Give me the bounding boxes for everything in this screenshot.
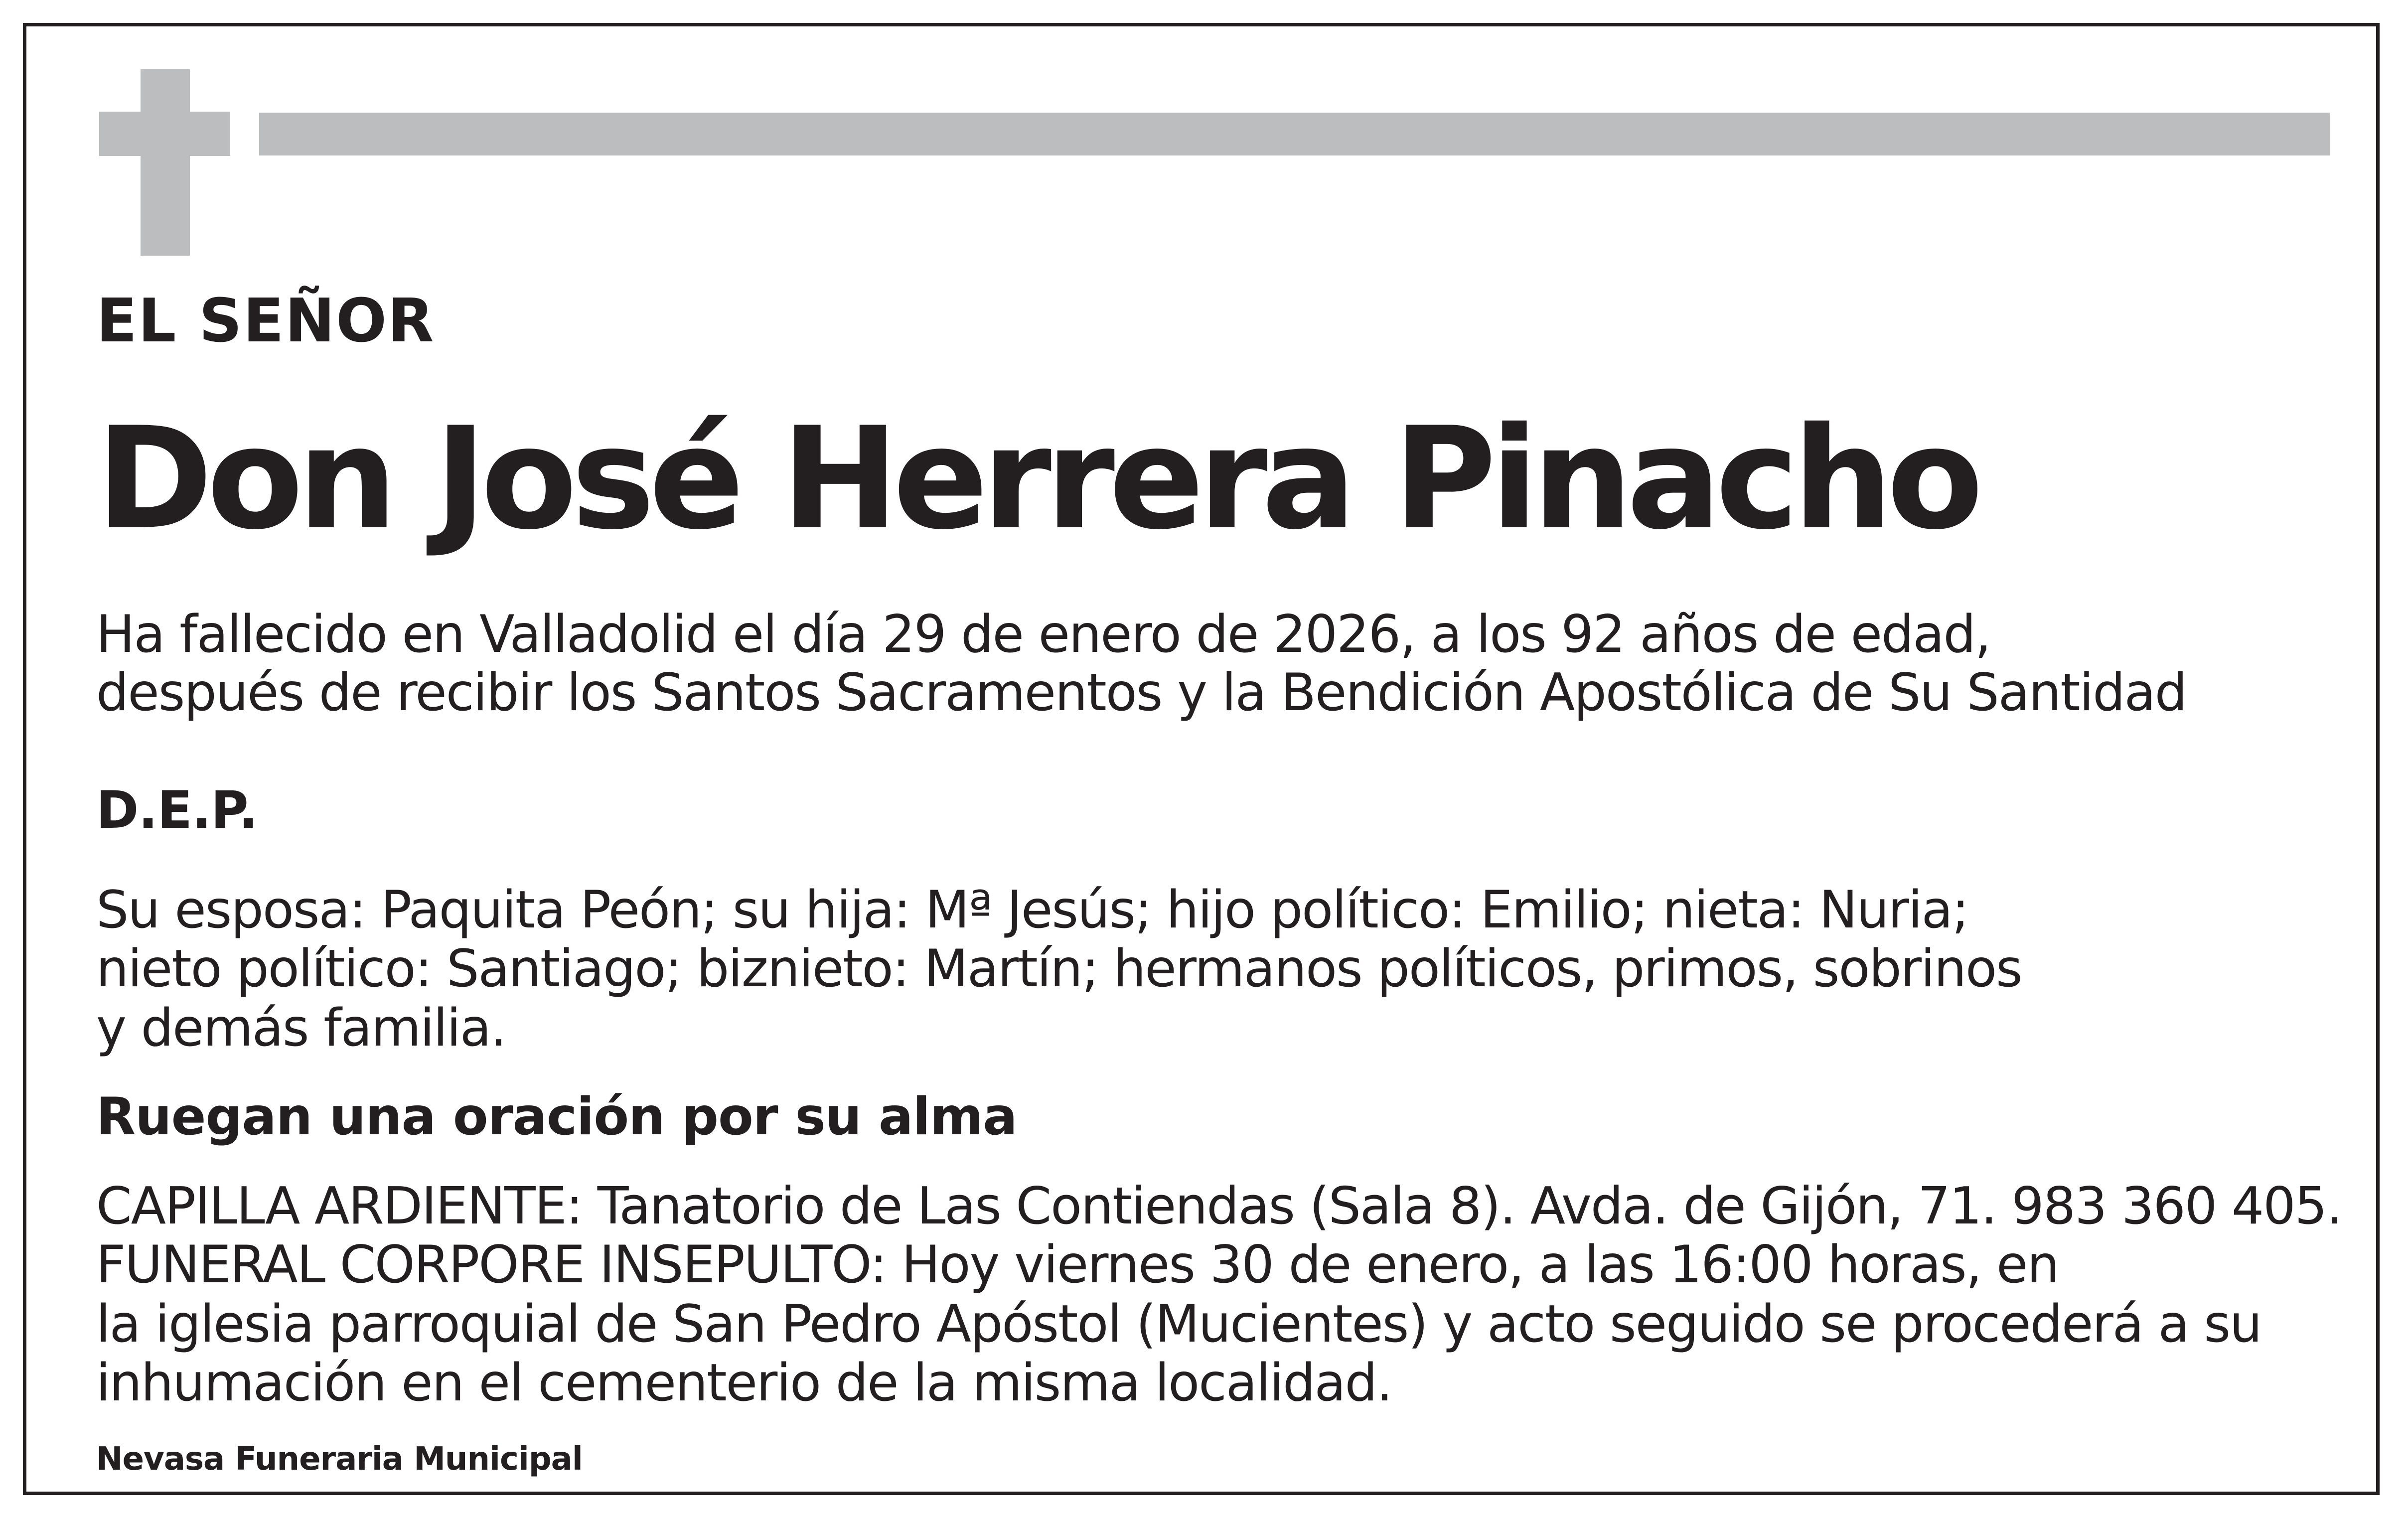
death-line: Ha fallecido en Valladolid el día 29 de enero de 2026, a los 92 años de edad, [96,605,1990,664]
deceased-name: Don José Herrera Pinacho [96,397,1977,561]
family-line: y demás familia. [96,998,506,1058]
family-line: Su esposa: Paquita Peón; su hija: Mª Jesús; hijo político: Emilio; nieta: Nuria; [96,880,1968,940]
prayer-request: Ruegan una oración por su alma [96,1087,1017,1147]
rip-label: D.E.P. [96,780,258,840]
family-line: nieto político: Santiago; biznieto: Martín; hermanos políticos, primos, sobrinos [96,939,2022,999]
service-line: FUNERAL CORPORE INSEPULTO: Hoy viernes 30 de enero, a las 16:00 horas, en [96,1235,2059,1295]
salutation: EL SEÑOR [96,287,435,356]
funeral-home: Nevasa Funeraria Municipal [96,1441,583,1478]
cross-icon [141,69,190,256]
service-line: CAPILLA ARDIENTE: Tanatorio de Las Contiendas (Sala 8). Avda. de Gijón, 71. 983 360 405. [96,1177,2342,1236]
service-line: la iglesia parroquial de San Pedro Apóstol (Mucientes) y acto seguido se procederá a su [96,1294,2261,1354]
header-rule [259,113,2330,155]
death-line: después de recibir los Santos Sacramentos y la Bendición Apostólica de Su Santidad [96,663,2187,723]
service-line: inhumación en el cementerio de la misma localidad. [96,1353,1392,1413]
cross-icon-arm [99,112,230,156]
